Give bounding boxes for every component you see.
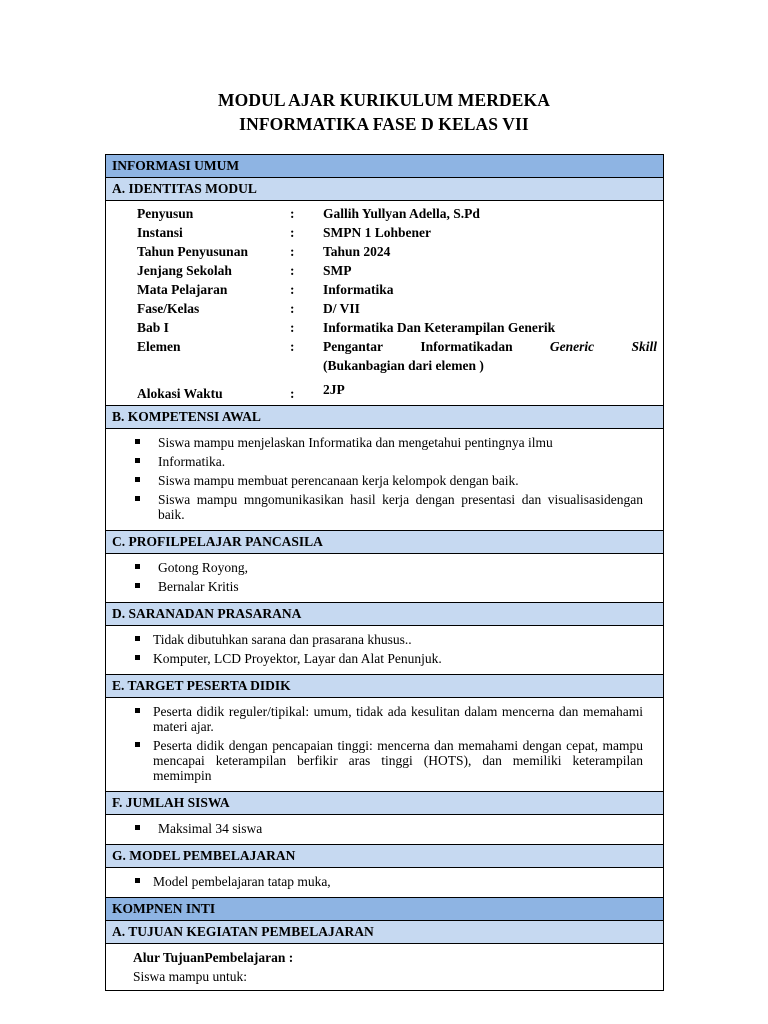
alur-heading: Alur TujuanPembelajaran : bbox=[133, 950, 294, 965]
section-sarana-prasarana: D. SARANADAN PRASARANA bbox=[106, 603, 663, 626]
list-item: Tidak dibutuhkan sarana dan prasarana khusus.. bbox=[132, 632, 643, 647]
list-item: Bernalar Kritis bbox=[132, 579, 643, 594]
identitas-label: Jenjang Sekolah bbox=[137, 263, 232, 278]
section-tujuan-kegiatan: A. TUJUAN KEGIATAN PEMBELAJARAN bbox=[106, 921, 663, 944]
elemen-word-italic: Generic bbox=[549, 339, 595, 354]
identitas-value: Informatika bbox=[323, 282, 394, 297]
kompetensi-list bbox=[106, 429, 663, 530]
identitas-block bbox=[106, 201, 663, 406]
jumlah-list bbox=[106, 815, 663, 844]
sarana-list bbox=[106, 626, 663, 674]
identitas-value: 2JP bbox=[323, 382, 345, 397]
identitas-colon: : bbox=[290, 339, 295, 354]
section-komponen-inti: KOMPNEN INTI bbox=[106, 898, 663, 921]
identitas-row bbox=[137, 204, 657, 223]
identitas-value: SMPN 1 Lohbener bbox=[323, 225, 431, 240]
identitas-colon: : bbox=[290, 244, 295, 259]
identitas-row bbox=[137, 242, 657, 261]
profil-block bbox=[106, 554, 663, 603]
identitas-label: Penyusun bbox=[137, 206, 194, 221]
identitas-value-elemen bbox=[323, 337, 657, 375]
module-table bbox=[105, 154, 664, 991]
identitas-row bbox=[137, 318, 657, 337]
identitas-label: Tahun Penyusunan bbox=[137, 244, 248, 259]
identitas-colon: : bbox=[290, 320, 295, 335]
section-jumlah-siswa: F. JUMLAH SISWA bbox=[106, 792, 663, 815]
identitas-label: Bab I bbox=[137, 320, 169, 335]
kompetensi-block bbox=[106, 429, 663, 531]
section-identitas-modul: A. IDENTITAS MODUL bbox=[106, 178, 663, 201]
section-profil-pancasila: C. PROFILPELAJAR PANCASILA bbox=[106, 531, 663, 554]
identitas-colon: : bbox=[290, 263, 295, 278]
target-list bbox=[106, 698, 663, 791]
identitas-value: Informatika Dan Keterampilan Generik bbox=[323, 320, 556, 335]
document-title-line2: INFORMATIKA FASE D KELAS VII bbox=[239, 114, 529, 134]
identitas-value: Gallih Yullyan Adella, S.Pd bbox=[323, 206, 480, 221]
model-block bbox=[106, 868, 663, 898]
identitas-value: D/ VII bbox=[323, 301, 360, 316]
elemen-word: Informatikadan bbox=[420, 339, 513, 354]
identitas-label: Fase/Kelas bbox=[137, 301, 200, 316]
list-item: Informatika. bbox=[132, 454, 643, 469]
section-informasi-umum: INFORMASI UMUM bbox=[106, 155, 663, 178]
elemen-line1 bbox=[323, 337, 657, 356]
profil-list bbox=[106, 554, 663, 602]
identitas-row-elemen bbox=[137, 337, 657, 375]
elemen-line2: (Bukanbagian dari elemen ) bbox=[323, 358, 484, 373]
identitas-value: SMP bbox=[323, 263, 352, 278]
target-block bbox=[106, 698, 663, 792]
list-item: Maksimal 34 siswa bbox=[132, 821, 643, 836]
list-item: Peserta didik reguler/tipikal: umum, tidak ada kesulitan dalam mencerna dan memahami materi ajar. bbox=[132, 704, 643, 734]
identitas-row bbox=[137, 223, 657, 242]
elemen-word-italic: Skill bbox=[631, 339, 657, 354]
document-title-line1: MODUL AJAR KURIKULUM MERDEKA bbox=[218, 90, 550, 110]
list-item: Siswa mampu mngomunikasikan hasil kerja dengan presentasi dan visualisasidengan baik. bbox=[132, 492, 643, 522]
alur-intro: Siswa mampu untuk: bbox=[133, 969, 247, 984]
identitas-colon: : bbox=[290, 386, 295, 401]
identitas-colon: : bbox=[290, 225, 295, 240]
list-item: Komputer, LCD Proyektor, Layar dan Alat Penunjuk. bbox=[132, 651, 643, 666]
identitas-colon: : bbox=[290, 301, 295, 316]
elemen-word: Pengantar bbox=[323, 339, 383, 354]
section-model-pembelajaran: G. MODEL PEMBELAJARAN bbox=[106, 845, 663, 868]
identitas-colon: : bbox=[290, 282, 295, 297]
list-item: Siswa mampu menjelaskan Informatika dan mengetahui pentingnya ilmu bbox=[132, 435, 643, 450]
list-item: Siswa mampu membuat perencanaan kerja kelompok dengan baik. bbox=[132, 473, 643, 488]
section-kompetensi-awal: B. KOMPETENSI AWAL bbox=[106, 406, 663, 429]
identitas-row bbox=[137, 299, 657, 318]
identitas-row bbox=[137, 280, 657, 299]
identitas-colon: : bbox=[290, 206, 295, 221]
identitas-label: Elemen bbox=[137, 339, 181, 354]
list-item: Peserta didik dengan pencapaian tinggi: mencerna dan memahami dengan cepat, mampu mencapai keterampilan berfikir aras tinggi (HOTS), dan memiliki keterampilan memimpin bbox=[132, 738, 643, 783]
model-list bbox=[106, 868, 663, 897]
list-item: Gotong Royong, bbox=[132, 560, 643, 575]
identitas-row bbox=[137, 261, 657, 280]
jumlah-block bbox=[106, 815, 663, 845]
identitas-row-alokasi bbox=[137, 380, 657, 403]
tujuan-block bbox=[106, 944, 663, 990]
list-item: Model pembelajaran tatap muka, bbox=[132, 874, 643, 889]
identitas-value: Tahun 2024 bbox=[323, 244, 391, 259]
identitas-label: Mata Pelajaran bbox=[137, 282, 228, 297]
identitas-label: Instansi bbox=[137, 225, 183, 240]
sarana-block bbox=[106, 626, 663, 675]
section-target-peserta: E. TARGET PESERTA DIDIK bbox=[106, 675, 663, 698]
identitas-label: Alokasi Waktu bbox=[137, 386, 223, 401]
